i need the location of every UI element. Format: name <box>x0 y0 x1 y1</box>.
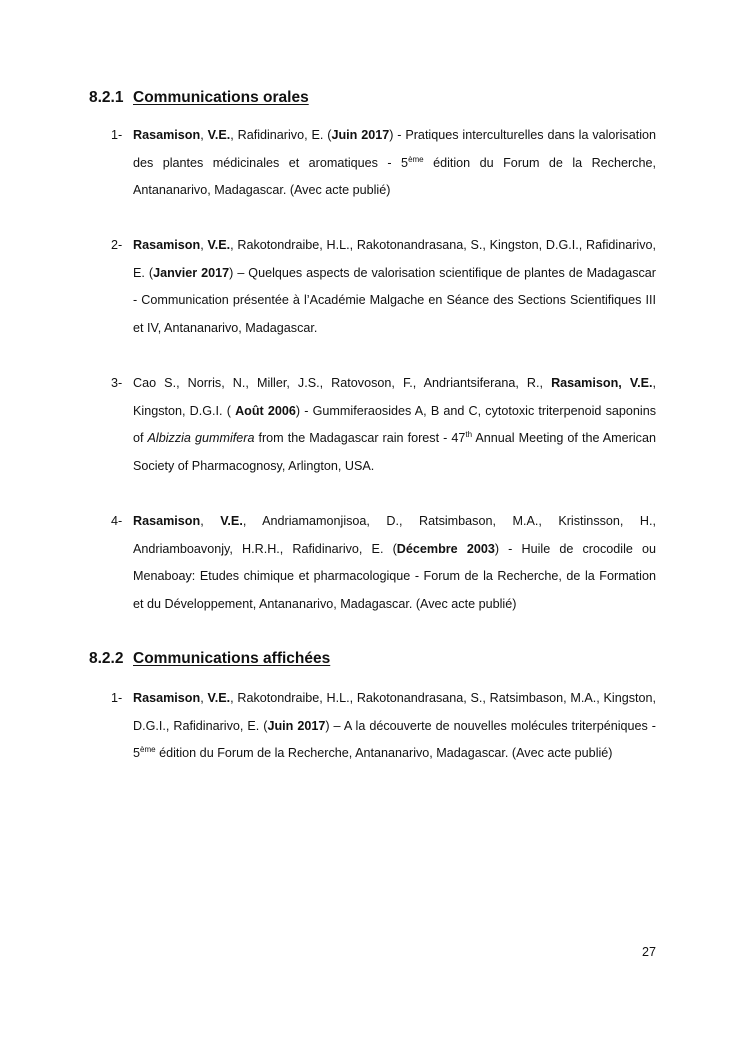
reference-text: Rasamison, V.E., Rakotondraibe, H.L., Rakotonandrasana, S., Ratsimbason, M.A., Kingston, D.G.I., Rafidinarivo, E. (Juin 2017) – A la découverte de nouvelles molécules triterpéniques - 5ème édition du Forum de la Recherche, Antananarivo, Madagascar. (Avec acte publié) <box>133 691 657 761</box>
section-title: Communications orales <box>133 89 309 106</box>
section-title: Communications affichées <box>133 650 331 667</box>
reference-item <box>111 232 656 342</box>
author-highlight: Rasamison <box>133 514 201 528</box>
section-number: 8.2.1 <box>89 89 124 106</box>
reference-date: Juin 2017 <box>331 128 390 142</box>
author-highlight: V.E. <box>207 128 231 142</box>
author-highlight: V.E. <box>220 514 243 528</box>
author-highlight: Rasamison <box>133 128 201 142</box>
author-highlight: Rasamison <box>133 238 201 252</box>
reference-text: Rasamison, V.E., Rafidinarivo, E. (Juin 2017) - Pratiques interculturelles dans la valorisation des plantes médicinales et aromatiques - 5ème édition du Forum de la Recherche, Antananarivo, Madagascar. (Avec acte publié) <box>133 128 657 198</box>
page-number: 27 <box>641 945 656 959</box>
reference-item <box>111 370 656 480</box>
reference-item <box>111 122 656 205</box>
reference-date: Décembre 2003 <box>396 541 495 556</box>
section-heading-communications-affichees <box>89 650 330 668</box>
reference-number: 1- <box>111 691 123 705</box>
reference-text: Rasamison, V.E., Andriamamonjisoa, D., Ratsimbason, M.A., Kristinsson, H., Andriamboavonjy, H.R.H., Rafidinarivo, E. (Décembre 2003) - Huile de crocodile ou Menaboay: Etudes chimique et pharmacologique - Forum de la Recherche, de la Formation et du Développement, Antananarivo, Madagascar. (Avec acte publié) <box>133 514 657 611</box>
section-heading-communications-orales <box>89 89 309 107</box>
author-highlight: V.E. <box>207 238 231 252</box>
reference-date: Janvier 2017 <box>153 265 230 280</box>
reference-number: 4- <box>111 514 123 528</box>
author-highlight: Rasamison <box>133 691 201 705</box>
reference-number: 2- <box>111 238 123 252</box>
reference-date: Juin 2017 <box>267 718 326 733</box>
reference-text: Rasamison, V.E., Rakotondraibe, H.L., Rakotonandrasana, S., Kingston, D.G.I., Rafidinarivo, E. (Janvier 2017) – Quelques aspects de valorisation scientifique de plantes de Madagascar - Communication présentée à l’Académie Malgache en Séance des Sections Scientifiques III et IV, Antananarivo, Madagascar. <box>133 238 657 335</box>
species-name: Albizzia gummifera <box>147 431 255 446</box>
reference-date: Août 2006 <box>235 403 296 418</box>
reference-number: 1- <box>111 128 123 142</box>
reference-text: Cao S., Norris, N., Miller, J.S., Ratovoson, F., Andriantsiferana, R., Rasamison, V.E., Kingston, D.G.I. ( Août 2006) - Gummiferaosides A, B and C, cytotoxic triterpenoid saponins of Albizzia gummifera from the Madagascar rain forest - 47th Annual Meeting of the American Society of Pharmacognosy, Arlington, USA. <box>133 376 656 473</box>
author-highlight: V.E. <box>207 691 231 705</box>
reference-item <box>111 685 656 768</box>
reference-number: 3- <box>111 376 123 390</box>
author-highlight: Rasamison, V.E. <box>551 376 653 390</box>
reference-item <box>111 508 656 618</box>
section-number: 8.2.2 <box>89 650 124 667</box>
